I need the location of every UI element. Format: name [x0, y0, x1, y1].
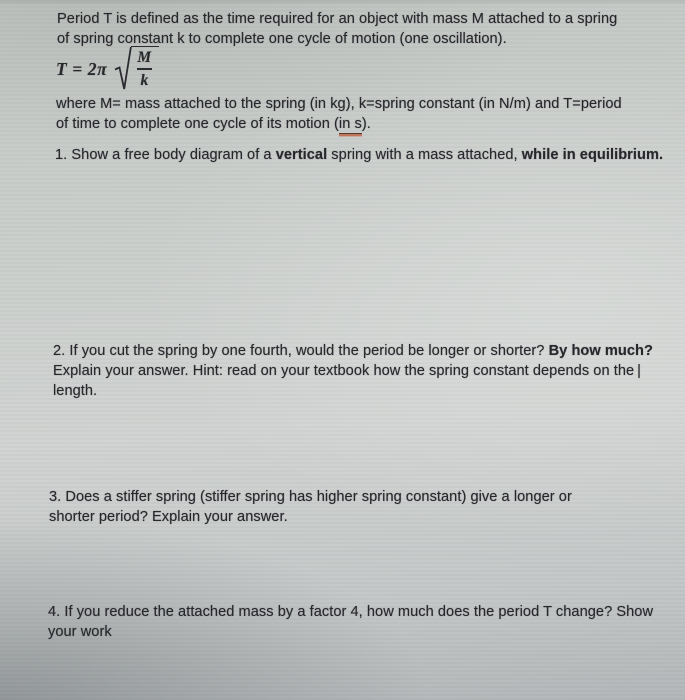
question-1-bold-equilibrium: while in equilibrium.: [521, 147, 664, 163]
radical-sign-icon: [114, 46, 132, 92]
period-formula: [56, 46, 159, 92]
intro-line-2: of spring constant k to complete one cycle of motion (one oscillation).: [57, 31, 507, 47]
fraction-denominator: k: [140, 72, 149, 89]
definition-paragraph: [56, 94, 622, 134]
question-3-line-2: shorter period? Explain your answer.: [49, 509, 288, 525]
question-4: [48, 602, 653, 642]
question-2-line-2: Explain your answer. Hint: read on your textbook how the spring constant depends on the: [53, 363, 635, 379]
formula-lhs: T = 2π: [56, 58, 108, 79]
question-1-bold-vertical: vertical: [275, 147, 328, 163]
question-2-line-3: length.: [53, 383, 98, 399]
intro-line-1: Period T is defined as the time required for an object with mass M attached to a spring: [57, 11, 618, 27]
question-2-line-1: 2. If you cut the spring by one fourth, would the period be longer or shorter?: [53, 343, 549, 359]
text-cursor: |: [637, 363, 642, 379]
fraction-bar: [137, 68, 152, 70]
definition-line-2-suffix: ).: [361, 116, 371, 132]
definition-line-1: where M= mass attached to the spring (in kg), k=spring constant (in N/m) and T=period: [56, 96, 622, 112]
underlined-in-s: in s: [338, 116, 362, 132]
square-root-expression: [114, 46, 159, 92]
question-4-line-2: your work: [48, 624, 112, 640]
question-1-text-2: spring with a mass attached,: [327, 147, 522, 163]
question-4-line-1: 4. If you reduce the attached mass by a factor 4, how much does the period T change? Show: [48, 604, 654, 620]
intro-paragraph: [57, 9, 617, 49]
fraction-numerator: M: [137, 49, 152, 66]
fraction-m-over-k: [131, 46, 159, 90]
definition-line-2-prefix: of time to complete one cycle of its motion (: [56, 116, 339, 132]
question-1: [55, 145, 663, 165]
question-2: [53, 341, 653, 401]
question-1-text: 1. Show a free body diagram of a: [55, 147, 276, 163]
question-3-line-1: 3. Does a stiffer spring (stiffer spring has higher spring constant) give a longer or: [49, 489, 572, 505]
question-2-bold-by-how-much: By how much?: [548, 343, 653, 359]
question-3: [49, 487, 572, 527]
